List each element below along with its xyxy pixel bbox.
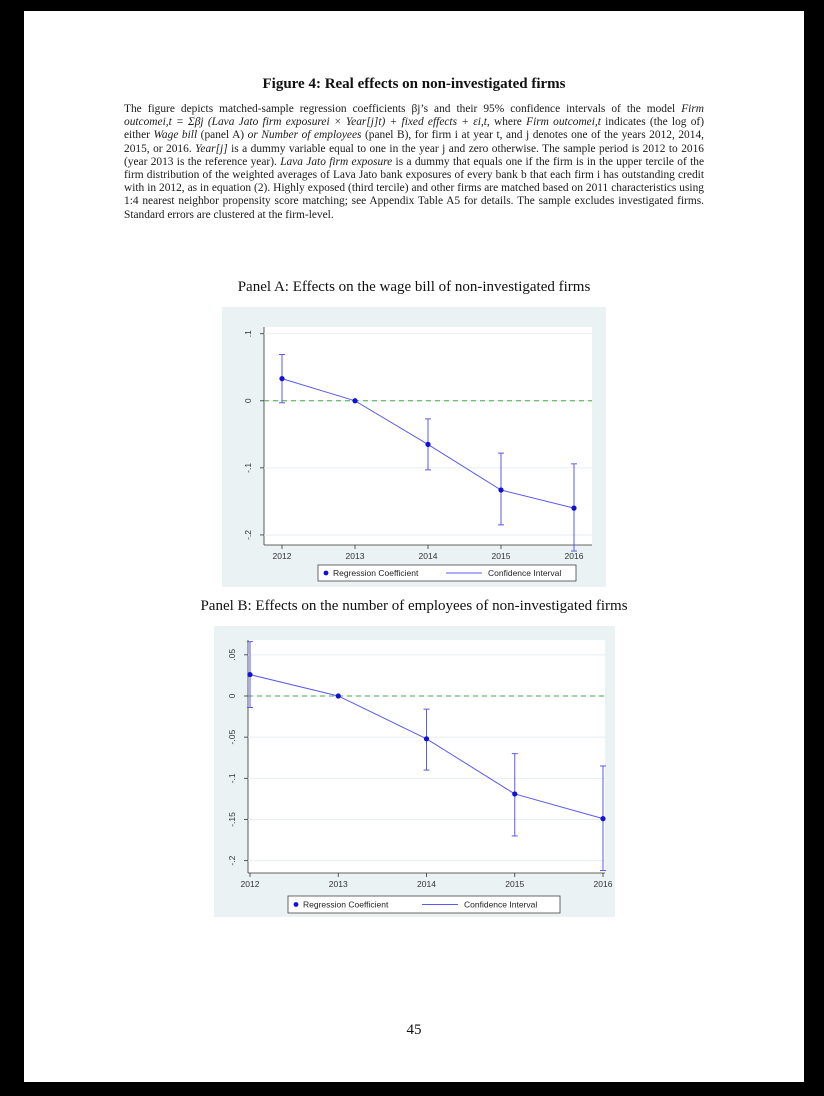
figure-caption <box>124 103 704 222</box>
legend-point-symbol <box>324 571 329 576</box>
x-tick-label: 2015 <box>491 551 511 561</box>
x-tick-label: 2015 <box>505 879 525 889</box>
coefficient-point <box>279 376 284 381</box>
coefficient-point <box>600 816 605 821</box>
caption-segment: Year[j] <box>195 142 228 155</box>
y-tick-label: -.1 <box>227 773 237 784</box>
caption-segment: or Number of employees <box>247 129 362 142</box>
y-tick-label: 0 <box>227 693 237 699</box>
coefficient-point <box>336 693 341 698</box>
legend-point-symbol <box>294 902 299 907</box>
legend-label-ci: Confidence Interval <box>488 568 562 578</box>
caption-segment: Wage bill <box>153 129 198 142</box>
figure-title: Figure 4: Real effects on non-investigated firms <box>262 76 566 92</box>
coefficient-point <box>498 487 503 492</box>
caption-segment: The figure depicts matched-sample regression coefficients βj’s and their 95% confidence intervals of the model <box>124 103 682 115</box>
y-tick-label: 0 <box>243 398 253 404</box>
y-tick-label: -.05 <box>227 729 237 745</box>
x-tick-label: 2012 <box>240 879 260 889</box>
y-tick-label: .1 <box>243 330 253 338</box>
y-tick-label: -.2 <box>227 855 237 866</box>
caption-segment: Lava Jato firm exposure <box>280 155 393 168</box>
coefficient-point <box>247 672 252 677</box>
x-tick-label: 2014 <box>418 551 438 561</box>
y-tick-label: -.15 <box>227 812 237 827</box>
coefficient-point <box>425 442 430 447</box>
caption-segment: (panel A) <box>197 129 248 142</box>
legend-label-coefficient: Regression Coefficient <box>303 899 389 910</box>
coefficient-point <box>352 398 357 403</box>
panel-a-svg <box>222 307 606 587</box>
y-tick-label: .05 <box>227 648 237 661</box>
panel-a-title: Panel A: Effects on the wage bill of non-investigated firms <box>237 279 591 295</box>
page-number: 45 <box>406 1022 422 1038</box>
caption-segment: is a dummy that equals one if the firm is in the upper tercile of the firm distribution of the weighted averages of Lava Jato bank exposures of every bank b that each firm i has outstanding credit with in 2012, as in equation (2). Highly exposed (third tercile) and other firms are matched based on 2011 characteristics using 1:4 nearest neighbor propensity score matching; see Appendix Table A5 for details. The sample excludes investigated firms. Standard errors are clustered at the firm-level. <box>124 155 704 221</box>
caption-segment: is a dummy variable equal to one in the year j and zero otherwise. The sample period is 2012 to 2016 (year 2013 is the reference year). <box>124 142 704 168</box>
caption-segment: (panel B), for firm i at year t, and j denotes one of the years 2012, 2014, 2015, or 2016. <box>124 129 704 155</box>
panel-b-chart <box>214 626 615 917</box>
caption-segment: Firm outcomei,t <box>526 116 601 129</box>
document-page <box>24 11 804 1082</box>
x-tick-label: 2016 <box>564 551 584 561</box>
caption-segment: indicates (the log of) either <box>124 116 704 142</box>
x-tick-label: 2012 <box>272 551 292 561</box>
panel-b-svg <box>214 626 615 917</box>
caption-segment: Firm outcomei,t = Σβj (Lava Jato firm exposurei × Year[j]t) + fixed effects + εi,t <box>124 103 704 129</box>
x-tick-label: 2013 <box>328 879 348 889</box>
panel-a-chart <box>222 307 606 587</box>
x-tick-label: 2013 <box>345 551 365 561</box>
y-tick-label: -.2 <box>243 529 253 540</box>
x-tick-label: 2016 <box>593 879 613 889</box>
coefficient-point <box>424 736 429 741</box>
legend-label-ci: Confidence Interval <box>464 899 538 910</box>
legend-label-coefficient: Regression Coefficient <box>333 568 419 578</box>
coefficient-point <box>512 791 517 796</box>
coefficient-point <box>571 506 576 511</box>
y-tick-label: -.1 <box>243 462 253 473</box>
x-tick-label: 2014 <box>417 879 436 889</box>
panel-b-title: Panel B: Effects on the number of employees of non-investigated firms <box>200 598 628 614</box>
caption-segment: , where <box>486 116 527 129</box>
